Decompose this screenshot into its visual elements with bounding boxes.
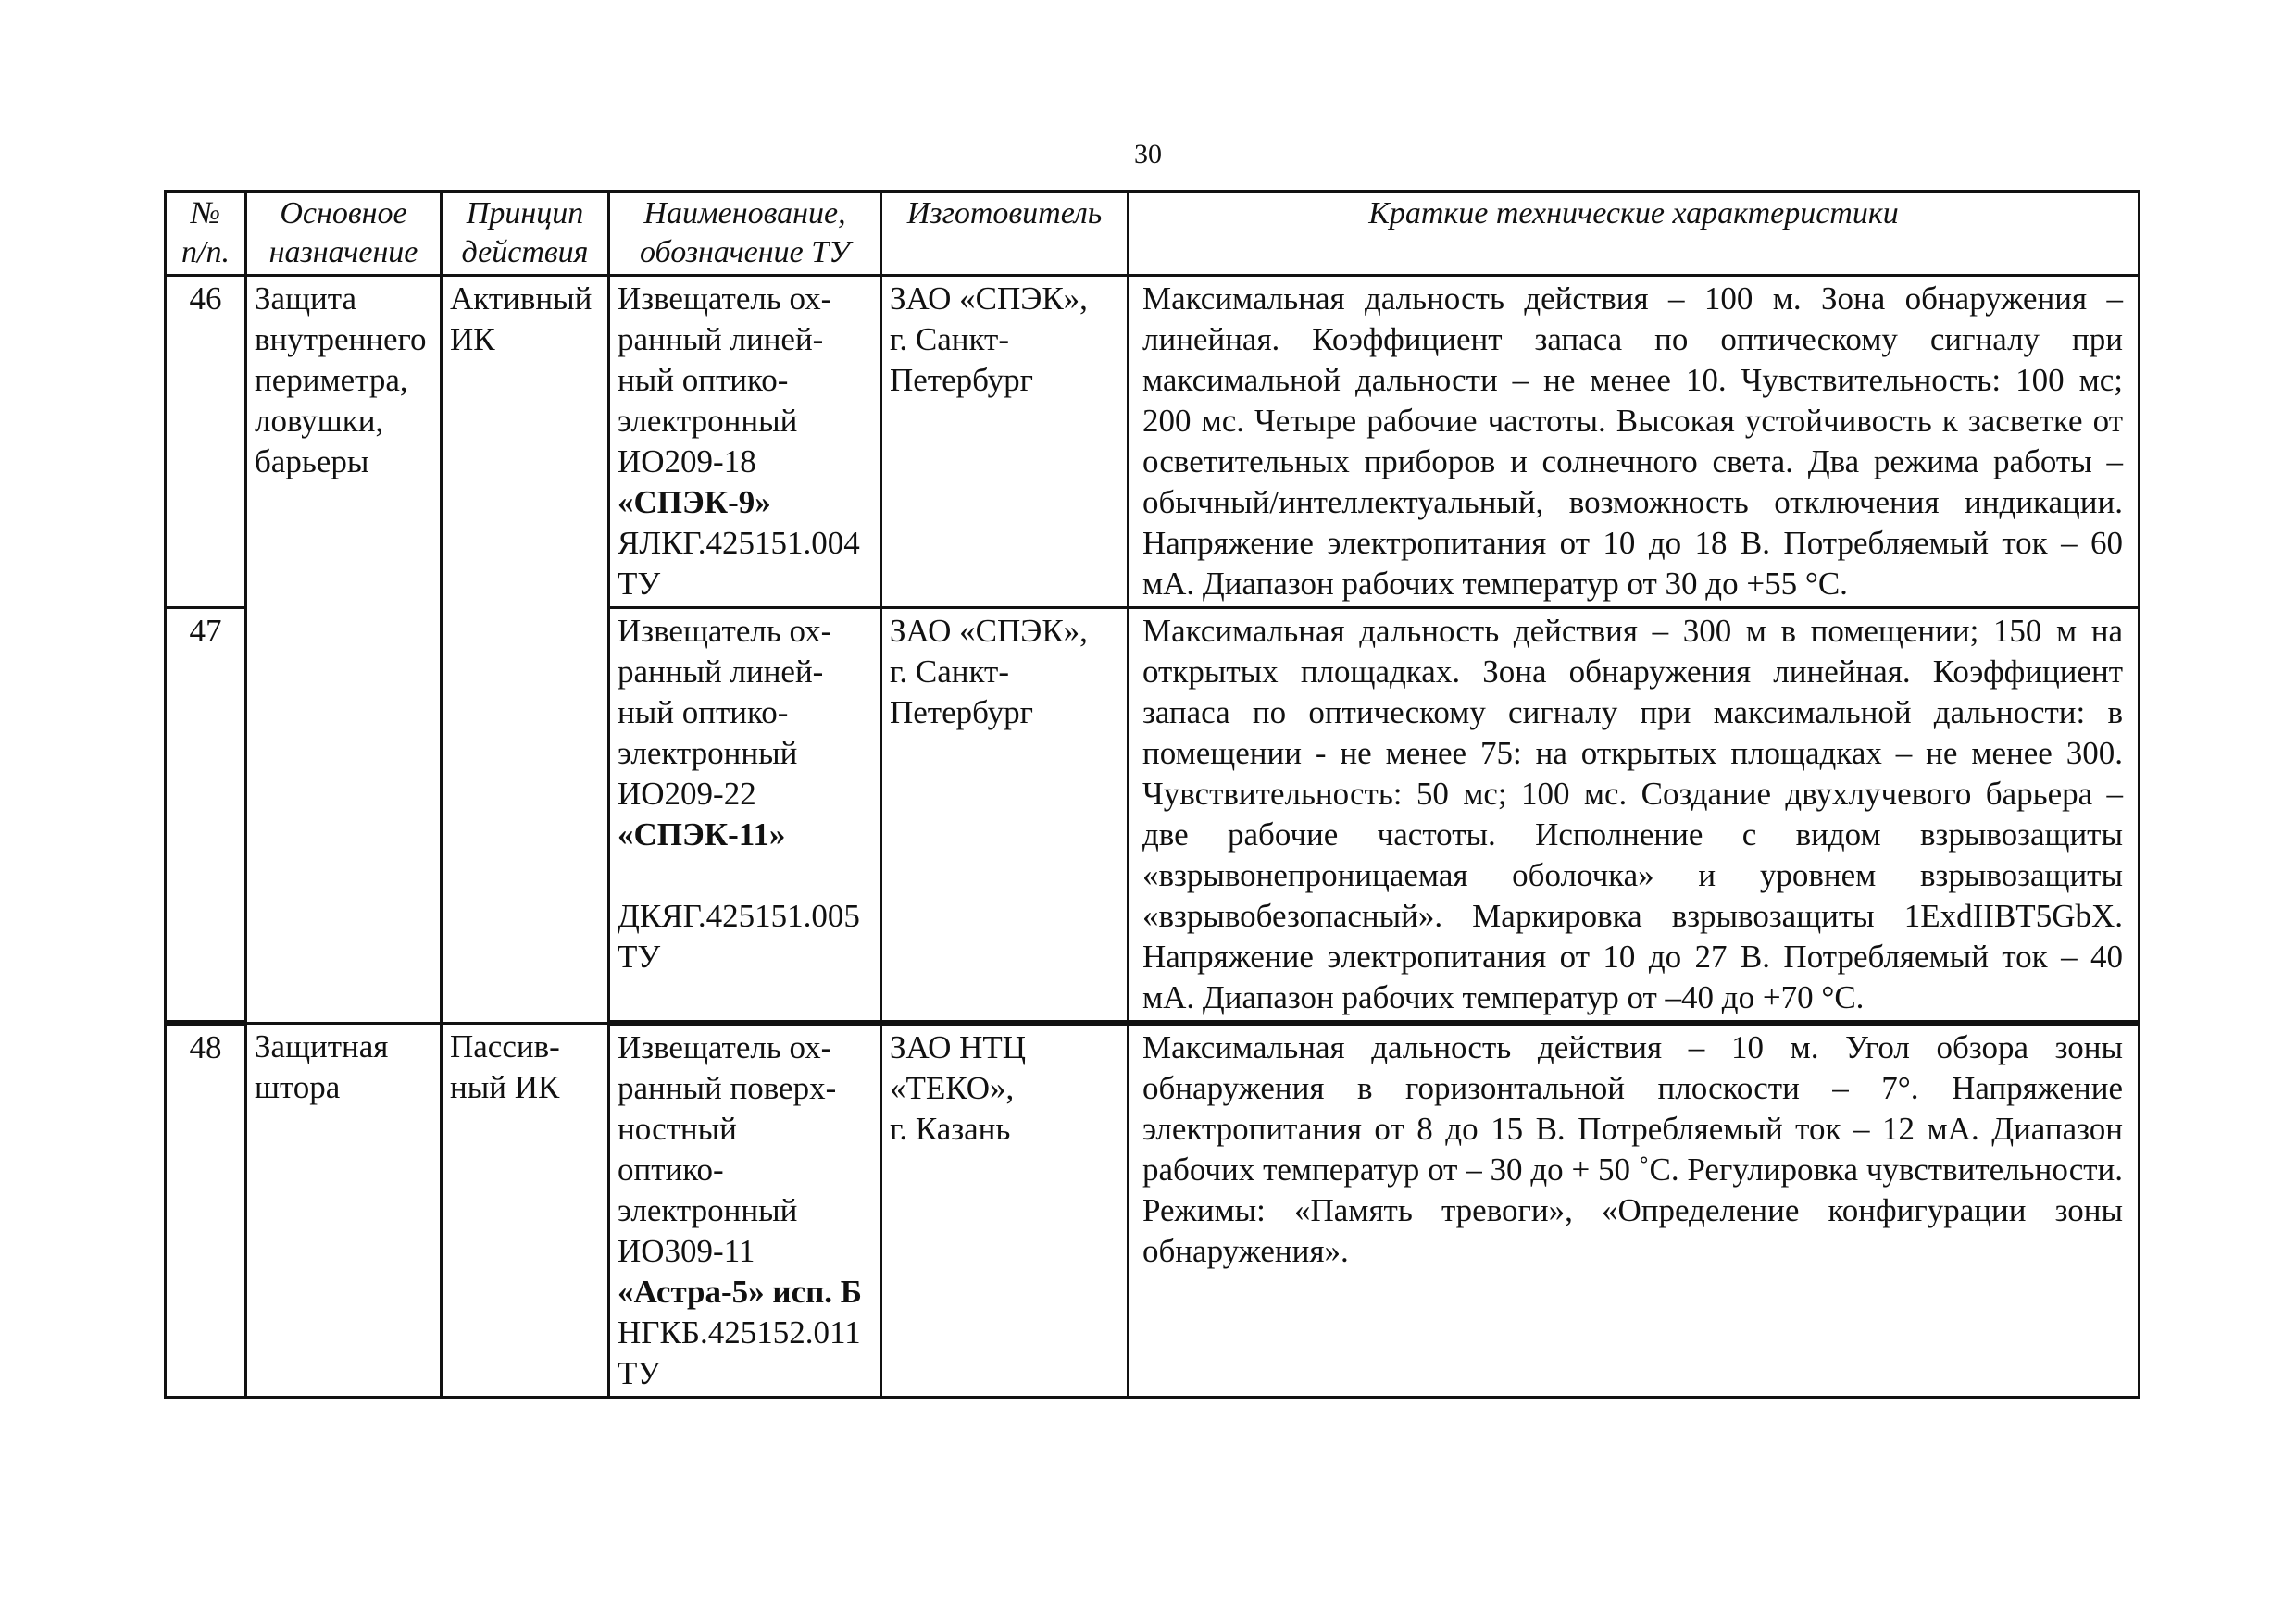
- principle-cell: Активный ИК: [442, 276, 609, 1024]
- purpose-cell: Защитная штора: [246, 1023, 442, 1398]
- table-header-row: [166, 192, 2140, 276]
- product-name: «СПЭК-11»: [618, 816, 786, 853]
- row-number: 46: [166, 276, 246, 608]
- header-principle: Принцип действия: [442, 192, 609, 276]
- product-name: «Астра-5» исп. Б: [618, 1274, 862, 1310]
- maker-cell: ЗАО «СПЭК», г. Санкт- Петербург: [881, 276, 1129, 608]
- purpose-cell: Защита внутреннего периметра, ловушки, барьеры: [246, 276, 442, 1024]
- name-cell: Извещатель ох- ранный линей- ный оптико- электронный ИО209-18 «СПЭК-9» ЯЛКГ.425151.004 ТУ: [609, 276, 881, 608]
- header-num: № п/п.: [166, 192, 246, 276]
- specs-cell: Максимальная дальность действия – 100 м. Зона обнаружения – линейная. Коэффициент запаса по оптическому сигналу при максимальной дальности – не менее 10. Чувствительность: 100 мс; 200 мс. Четыре рабочие частоты. Высокая устойчивость к засветке от осветительных приборов и солнечного света. Два режима работы – обычный/интеллектуальный, возможность отключения индикации. Напряжение электропитания от 10 до 18 В. Потребляемый ток – 60 мА. Диапазон рабочих температур от 30 до +55 °С.: [1129, 276, 2140, 608]
- name-cell: Извещатель ох- ранный поверх- ностный оптико- электронный ИО309-11 «Астра-5» исп. Б НГКБ.425152.011 ТУ: [609, 1023, 881, 1398]
- header-purpose: Основное назначение: [246, 192, 442, 276]
- specs-cell: Максимальная дальность действия – 300 м в помещении; 150 м на открытых площадках. Зона обнаружения линейная. Коэффициент запаса по оптическому сигналу при максимальной дальности: в помещении - не менее 75: на открытых площадках – не менее 300. Чувствительность: 50 мс; 100 мс. Создание двухлучевого барьера – две рабочие частоты. Исполнение с видом взрывозащиты «взрывонепроницаемая оболочка» и уровнем взрывозащиты «взрывобезопасный». Маркировка взрывозащиты 1ExdIIBT5GbX. Напряжение электропитания от 10 до 27 В. Потребляемый ток – 40 мА. Диапазон рабочих температур от –40 до +70 °С.: [1129, 608, 2140, 1024]
- principle-cell: Пассив- ный ИК: [442, 1023, 609, 1398]
- name-cell: Извещатель ох- ранный линей- ный оптико- электронный ИО209-22 «СПЭК-11» ДКЯГ.425151.005 ТУ: [609, 608, 881, 1024]
- table-row: [166, 276, 2140, 608]
- page-number: 30: [1134, 139, 1162, 169]
- header-specs: Краткие технические характеристики: [1129, 192, 2140, 276]
- header-maker: Изготовитель: [881, 192, 1129, 276]
- equipment-table: [164, 190, 2140, 1399]
- specs-cell: Максимальная дальность действия – 10 м. Угол обзора зоны обнаружения в горизонтальной плоскости – 7°. Напряжение электропитания от 8 до 15 В. Потребляемый ток – 12 мА. Диапазон рабочих температур от – 30 до + 50 ˚С. Регулировка чувствительности. Режимы: «Память тревоги», «Определение конфигурации зоны обнаружения».: [1129, 1023, 2140, 1398]
- row-number: 47: [166, 608, 246, 1024]
- product-name: «СПЭК-9»: [618, 484, 771, 520]
- table-row: [166, 1023, 2140, 1398]
- maker-cell: ЗАО «СПЭК», г. Санкт- Петербург: [881, 608, 1129, 1024]
- header-name: Наименование, обозначение ТУ: [609, 192, 881, 276]
- maker-cell: ЗАО НТЦ «ТЕКО», г. Казань: [881, 1023, 1129, 1398]
- row-number: 48: [166, 1023, 246, 1398]
